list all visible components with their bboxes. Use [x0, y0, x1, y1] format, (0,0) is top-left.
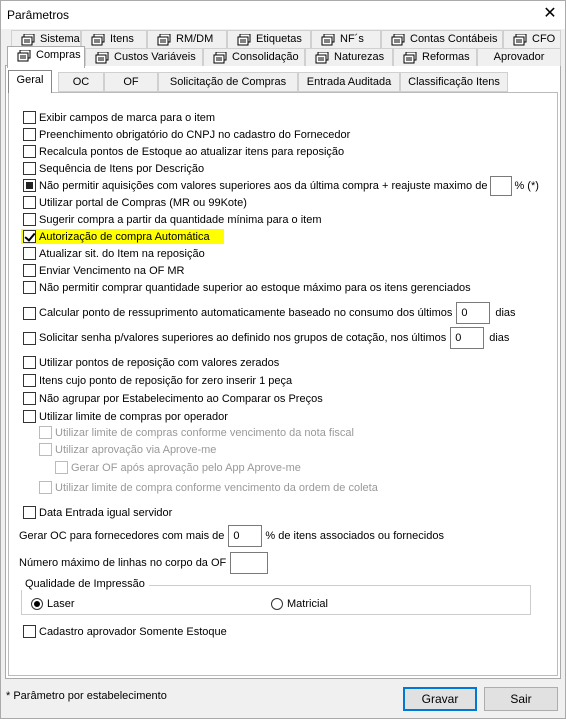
option-label: Calcular ponto de ressuprimento automaticamente baseado no consumo dos últimos	[39, 307, 453, 319]
checkbox[interactable]	[23, 213, 36, 226]
checkbox[interactable]	[23, 111, 36, 124]
max-linhas-label: Número máximo de linhas no corpo da OF	[19, 557, 227, 569]
option-nao-agrupar[interactable]	[23, 391, 323, 406]
checkbox[interactable]	[23, 356, 36, 369]
percent-label: % (*)	[514, 179, 539, 192]
checkbox[interactable]	[23, 506, 36, 519]
consumo-dias-input[interactable]	[456, 302, 490, 324]
subtab-entrada-auditada[interactable]	[298, 72, 400, 92]
checkbox[interactable]	[23, 264, 36, 277]
option-enviar-vencimento[interactable]	[23, 263, 185, 278]
option-label: Utilizar limite de compras por operador	[39, 410, 228, 423]
checkbox[interactable]	[23, 374, 36, 387]
sair-button[interactable]: Sair	[484, 687, 558, 711]
subtab-label: Geral	[16, 74, 44, 86]
close-icon[interactable]: ✕	[543, 5, 557, 22]
checkbox[interactable]	[23, 410, 36, 423]
option-cnpj-obrigatorio[interactable]	[23, 127, 350, 142]
checkbox-disabled[interactable]	[39, 426, 52, 439]
option-label: Sequência de Itens por Descrição	[39, 162, 205, 175]
tab-label: Custos Variáveis	[114, 51, 196, 63]
option-label: Não permitir aquisições com valores superiores aos da última compra + reajuste maximo de	[39, 179, 488, 192]
radio-label: Laser	[47, 597, 75, 610]
radio-button[interactable]	[271, 598, 283, 610]
option-solicitar-senha[interactable]	[23, 326, 509, 350]
tab-icon	[95, 52, 109, 64]
checkbox[interactable]	[23, 145, 36, 158]
window-title: Parâmetros	[7, 8, 70, 22]
option-label: Atualizar sit. do Item na reposição	[39, 247, 205, 260]
option-label: Preenchimento obrigatório do CNPJ no cadastro do Fornecedor	[39, 128, 351, 141]
subtab-label: OC	[72, 76, 90, 88]
tab-label: Naturezas	[334, 51, 385, 63]
option-label: Enviar Vencimento na OF MR	[39, 264, 185, 277]
checkbox-disabled[interactable]	[39, 481, 52, 494]
cotacao-dias-input[interactable]	[450, 327, 484, 349]
tab-label: CFO	[532, 33, 556, 45]
radio-label: Matricial	[287, 597, 328, 610]
tab-label: Aprovador	[493, 51, 545, 63]
geral-panel	[8, 92, 558, 676]
tab-icon	[391, 34, 405, 46]
checkbox[interactable]	[23, 625, 36, 638]
option-nao-permitir-aquisicoes[interactable]	[23, 178, 539, 193]
option-calcular-ressuprimento[interactable]	[23, 301, 516, 325]
tab-icon	[315, 52, 329, 64]
option-label: Solicitar senha p/valores superiores ao definido nos grupos de cotação, nos últimos	[39, 332, 447, 344]
footnote: * Parâmetro por estabelecimento	[6, 690, 167, 702]
option-label: Exibir campos de marca para o item	[39, 111, 216, 124]
gerar-oc-suffix: % de itens associados ou fornecidos	[265, 530, 444, 542]
tab-contas-contabeis[interactable]	[381, 30, 503, 48]
checkbox-checked[interactable]	[23, 230, 36, 243]
option-label: Cadastro aprovador Somente Estoque	[39, 625, 227, 638]
gerar-oc-label: Gerar OC para fornecedores com mais de	[19, 530, 225, 542]
reajuste-input[interactable]	[490, 176, 512, 196]
tab-label: Compras	[36, 49, 81, 61]
radio-matricial[interactable]	[271, 596, 328, 611]
option-itens-ponto-zero[interactable]	[23, 373, 292, 388]
compras-panel	[5, 65, 561, 679]
tab-itens[interactable]	[81, 30, 147, 48]
tab-label: Etiquetas	[256, 33, 302, 45]
option-label: Utilizar limite de compra conforme vencimento da ordem de coleta	[55, 481, 378, 494]
tab-nfs[interactable]	[311, 30, 381, 48]
gravar-button[interactable]: Gravar	[403, 687, 477, 711]
option-label: Data Entrada igual servidor	[39, 506, 173, 519]
radio-laser[interactable]	[31, 596, 75, 611]
option-label: Utilizar limite de compras conforme vencimento da nota fiscal	[55, 426, 354, 439]
option-pontos-zerados[interactable]	[23, 355, 279, 370]
tab-label: Sistema	[40, 33, 80, 45]
tab-custos-variaveis[interactable]	[85, 48, 203, 66]
tab-icon	[213, 52, 227, 64]
option-autorizacao-automatica[interactable]	[21, 229, 224, 244]
tab-label: Contas Contábeis	[410, 33, 498, 45]
tab-label: NF´s	[340, 33, 364, 45]
option-aprovacao-aprove-me[interactable]	[39, 442, 216, 457]
tab-etiquetas[interactable]	[227, 30, 311, 48]
subtab-label: Classificação Itens	[408, 76, 500, 88]
checkbox[interactable]	[23, 196, 36, 209]
tab-icon	[17, 50, 31, 62]
dias-label: dias	[489, 332, 510, 344]
gerar-oc-input[interactable]	[228, 525, 262, 547]
tab-compras[interactable]	[7, 46, 85, 68]
option-atualizar-sit[interactable]	[23, 246, 205, 261]
checkbox[interactable]	[23, 281, 36, 294]
tab-rmdm[interactable]	[147, 30, 227, 48]
checkbox[interactable]	[23, 247, 36, 260]
subtab-label: Entrada Auditada	[306, 76, 392, 88]
option-label: Não agrupar por Estabelecimento ao Comparar os Preços	[39, 392, 323, 405]
option-label: Autorização de compra Automática	[39, 230, 210, 243]
tab-icon	[237, 34, 251, 46]
option-label: Utilizar aprovação via Aprove-me	[55, 443, 217, 456]
option-label: Utilizar portal de Compras (MR ou 99Kote)	[39, 196, 247, 209]
tab-label: Reformas	[422, 51, 470, 63]
tab-row-1	[5, 30, 561, 48]
tab-aprovador[interactable]	[477, 48, 561, 66]
max-linhas-row	[19, 551, 268, 575]
tab-icon	[321, 34, 335, 46]
option-exibir-marca[interactable]	[23, 110, 215, 125]
tab-icon	[157, 34, 171, 46]
option-cadastro-aprovador[interactable]	[23, 624, 227, 639]
subtab-solicitacao-compras[interactable]	[158, 72, 298, 92]
tab-icon	[21, 34, 35, 46]
tab-reformas[interactable]	[393, 48, 477, 66]
subtab-of[interactable]	[104, 72, 158, 92]
checkbox-indeterminate[interactable]	[23, 179, 36, 192]
tab-consolidacao[interactable]	[203, 48, 305, 66]
option-limite-operador[interactable]	[23, 409, 228, 424]
gerar-oc-row	[19, 524, 444, 548]
subtab-label: OF	[123, 76, 139, 88]
tab-label: Itens	[110, 33, 134, 45]
subtab-classificacao-itens[interactable]	[400, 72, 508, 92]
option-label: Sugerir compra a partir da quantidade mínima para o item	[39, 213, 322, 226]
option-limite-nota-fiscal[interactable]	[39, 425, 354, 440]
option-data-entrada-servidor[interactable]	[23, 505, 172, 520]
checkbox-disabled[interactable]	[55, 461, 68, 474]
checkbox[interactable]	[23, 392, 36, 405]
dias-label: dias	[495, 307, 516, 319]
option-label: Utilizar pontos de reposição com valores zerados	[39, 356, 280, 369]
option-recalcula-pontos[interactable]	[23, 144, 344, 159]
option-nao-permitir-estoque-maximo[interactable]	[23, 280, 471, 295]
tab-naturezas[interactable]	[305, 48, 393, 66]
option-portal-compras[interactable]	[23, 195, 247, 210]
tab-row-2	[5, 48, 561, 66]
subtab-label: Solicitação de Compras	[169, 76, 287, 88]
max-linhas-input[interactable]	[230, 552, 268, 574]
tab-label: Consolidação	[232, 51, 299, 63]
option-gerar-of-aprove-me[interactable]	[55, 460, 301, 475]
option-label: Gerar OF após aprovação pelo App Aprove-me	[71, 461, 301, 474]
subtab-geral[interactable]	[8, 70, 52, 93]
option-label: Não permitir comprar quantidade superior ao estoque máximo para os itens gerenciados	[39, 281, 471, 294]
checkbox[interactable]	[23, 162, 36, 175]
tab-icon	[403, 52, 417, 64]
option-label: Itens cujo ponto de reposição for zero inserir 1 peça	[39, 374, 293, 387]
option-label: Recalcula pontos de Estoque ao atualizar itens para reposição	[39, 145, 345, 158]
radio-button-selected[interactable]	[31, 598, 43, 610]
checkbox[interactable]	[23, 307, 36, 320]
checkbox-disabled[interactable]	[39, 443, 52, 456]
tab-icon	[91, 34, 105, 46]
title-bar	[1, 1, 565, 29]
subtab-oc[interactable]	[58, 72, 104, 92]
checkbox[interactable]	[23, 332, 36, 345]
option-limite-ordem-coleta[interactable]	[39, 480, 378, 495]
tab-icon	[513, 34, 527, 46]
option-sugerir-compra[interactable]	[23, 212, 321, 227]
tab-label: RM/DM	[176, 33, 214, 45]
checkbox[interactable]	[23, 128, 36, 141]
tab-cfo[interactable]	[503, 30, 561, 48]
qualidade-impressao-title: Qualidade de Impressão	[21, 578, 149, 590]
option-sequencia-itens[interactable]	[23, 161, 204, 176]
